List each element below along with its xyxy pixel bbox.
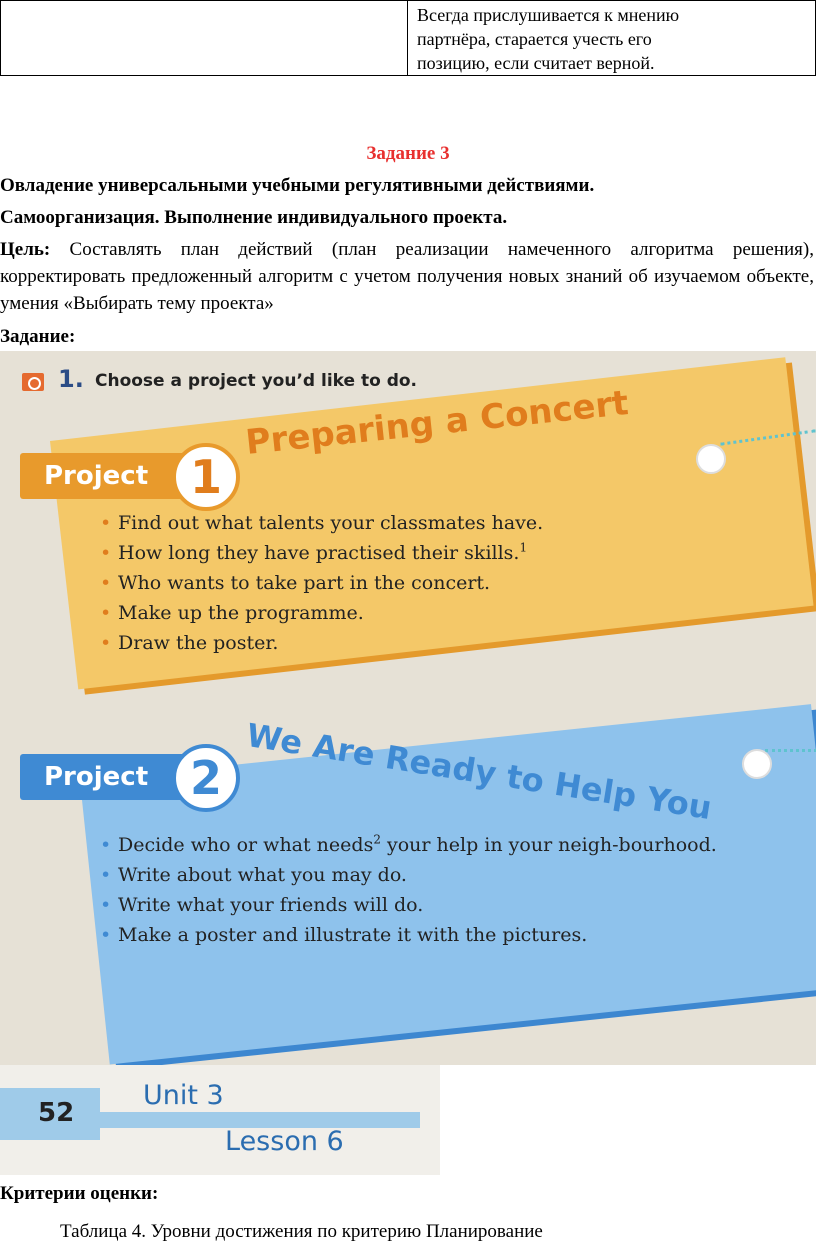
heading-line-1: Овладение универсальными учебными регулятивными действиями. (0, 175, 595, 196)
goal-text: Составлять план действий (план реализации намеченного алгоритма решения), корректировать предложенный алгоритм с учетом получения новых знаний об изучаемом объекте, умения «Выбирать тему проекта» (0, 239, 814, 314)
project2-title: We Are Ready to Help You (244, 716, 715, 828)
lesson-label: Lesson 6 (225, 1126, 344, 1157)
project1-list (98, 508, 718, 658)
task-title: Задание 3 (366, 143, 450, 164)
list-item: • Decide who or what needs$^2$ your help in your neigh-bourhood. (98, 830, 778, 860)
project1-tag: Project (20, 453, 204, 499)
footnote-mark: 2 (373, 832, 381, 847)
page-number: 52 (38, 1098, 75, 1128)
exercise-instruction: Choose a project you’d like to do. (95, 371, 417, 391)
criteria-label: Критерии оценки: (0, 1183, 159, 1204)
assignment-label: Задание: (0, 326, 76, 347)
list-item: • Make up the programme. (98, 598, 718, 628)
project2-list (98, 830, 778, 950)
goal-label: Цель: (0, 239, 51, 260)
card-hole (742, 749, 772, 779)
project2-number: 2 (172, 744, 240, 812)
list-item: • Write about what you may do. (98, 860, 778, 890)
list-item: • Find out what talents your classmates have. (98, 508, 718, 538)
list-item: • Write what your friends will do. (98, 890, 778, 920)
goal-paragraph (0, 236, 814, 317)
textbook-scan (0, 351, 816, 1065)
project1-number: 1 (172, 443, 240, 511)
cell-line: Всегда прислушивается к мнению (417, 5, 680, 25)
card-hole (696, 444, 726, 474)
empty-cell (1, 1, 408, 76)
audio-icon (22, 373, 44, 391)
footnote-mark: 1 (519, 540, 528, 555)
unit-label: Unit 3 (143, 1080, 224, 1111)
exercise-number: 1. (58, 365, 84, 393)
heading-line-2: Самоорганизация. Выполнение индивидуального проекта. (0, 207, 508, 228)
list-item: • Make a poster and illustrate it with the pictures. (98, 920, 778, 950)
list-item: • Who wants to take part in the concert. (98, 568, 718, 598)
card-string (765, 749, 816, 752)
table-caption: Таблица 4. Уровни достижения по критерию Планирование (60, 1221, 543, 1242)
criteria-table-fragment (0, 0, 816, 76)
cell-line: позицию, если считает верной. (417, 53, 655, 73)
list-item: • Draw the poster. (98, 628, 718, 658)
project2-tag: Project (20, 754, 204, 800)
project1-title: Preparing a Concert (243, 383, 631, 463)
description-cell (408, 1, 816, 76)
list-item: • How long they have practised their skills.$^1$ (98, 538, 718, 568)
cell-line: партнёра, старается учесть его (417, 29, 652, 49)
